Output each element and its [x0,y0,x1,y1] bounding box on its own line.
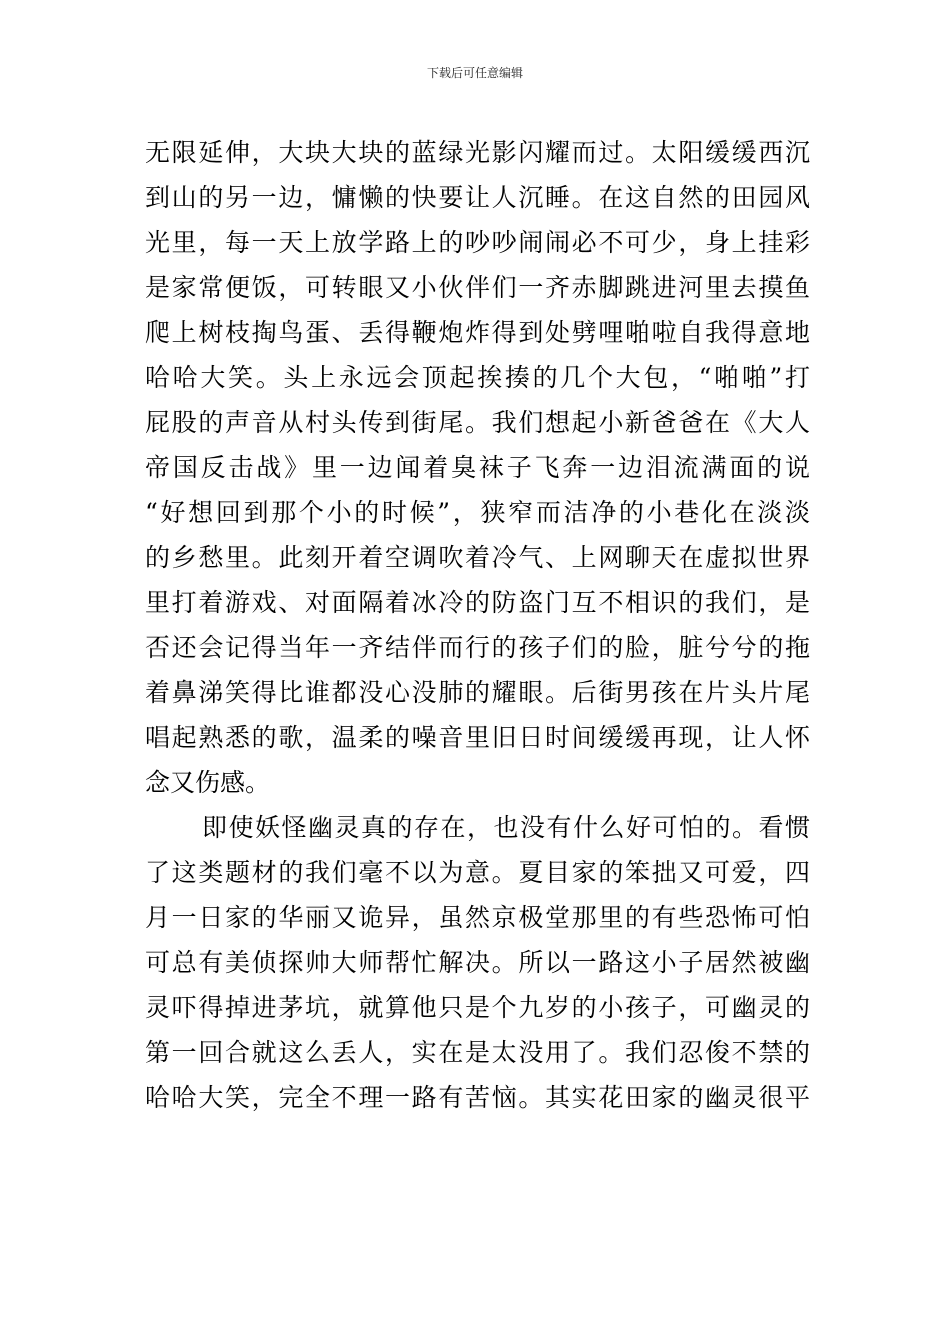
text-line: 爬上树枝掏鸟蛋、丢得鞭炮炸得到处劈哩啪啦自我得意地 [145,318,810,347]
text-line: 哈哈大笑，完全不理一路有苦恼。其实花田家的幽灵很平 [145,1083,810,1112]
text-line: 念又伤感。 [145,768,271,797]
text-line: 帝国反击战》里一边闻着臭袜子飞奔一边泪流满面的说 [145,453,810,482]
text-line: 否还会记得当年一齐结伴而行的孩子们的脸，脏兮兮的拖 [145,633,810,662]
text-line: 的乡愁里。此刻开着空调吹着冷气、上网聊天在虚拟世界 [145,543,810,572]
text-line: 屁股的声音从村头传到街尾。我们想起小新爸爸在《大人 [145,408,810,437]
body-text [145,130,810,1120]
paragraph-1 [145,130,810,805]
text-line: 是家常便饭，可转眼又小伙伴们一齐赤脚跳进河里去摸鱼 [145,273,810,302]
text-line: 哈哈大笑。头上永远会顶起挨揍的几个大包，“啪啪”打 [145,363,810,392]
page-header: 下载后可任意编辑 [426,66,523,80]
text-line: 无限延伸，大块大块的蓝绿光影闪耀而过。太阳缓缓西沉 [145,138,810,167]
text-line: 唱起熟悉的歌，温柔的噪音里旧日时间缓缓再现，让人怀 [145,723,810,752]
text-line: 了这类题材的我们毫不以为意。夏目家的笨拙又可爱，四 [145,858,810,887]
text-line: 可总有美侦探帅大师帮忙解决。所以一路这小子居然被幽 [145,948,810,977]
paragraph-2 [145,805,810,1120]
text-line: 着鼻涕笑得比谁都没心没肺的耀眼。后街男孩在片头片尾 [145,678,810,707]
text-line: “好想回到那个小的时候”，狭窄而洁净的小巷化在淡淡 [145,498,810,527]
text-line: 光里，每一天上放学路上的吵吵闹闹必不可少，身上挂彩 [145,228,810,257]
text-line: 第一回合就这么丢人，实在是太没用了。我们忍俊不禁的 [145,1038,810,1067]
text-line: 到山的另一边，慵懒的快要让人沉睡。在这自然的田园风 [145,183,810,212]
text-line: 月一日家的华丽又诡异，虽然京极堂那里的有些恐怖可怕 [145,903,810,932]
text-line: 灵吓得掉进茅坑，就算他只是个九岁的小孩子，可幽灵的 [145,993,810,1022]
text-line: 里打着游戏、对面隔着冰冷的防盗门互不相识的我们，是 [145,588,810,617]
text-line: 即使妖怪幽灵真的存在，也没有什么好可怕的。看惯 [202,813,810,842]
